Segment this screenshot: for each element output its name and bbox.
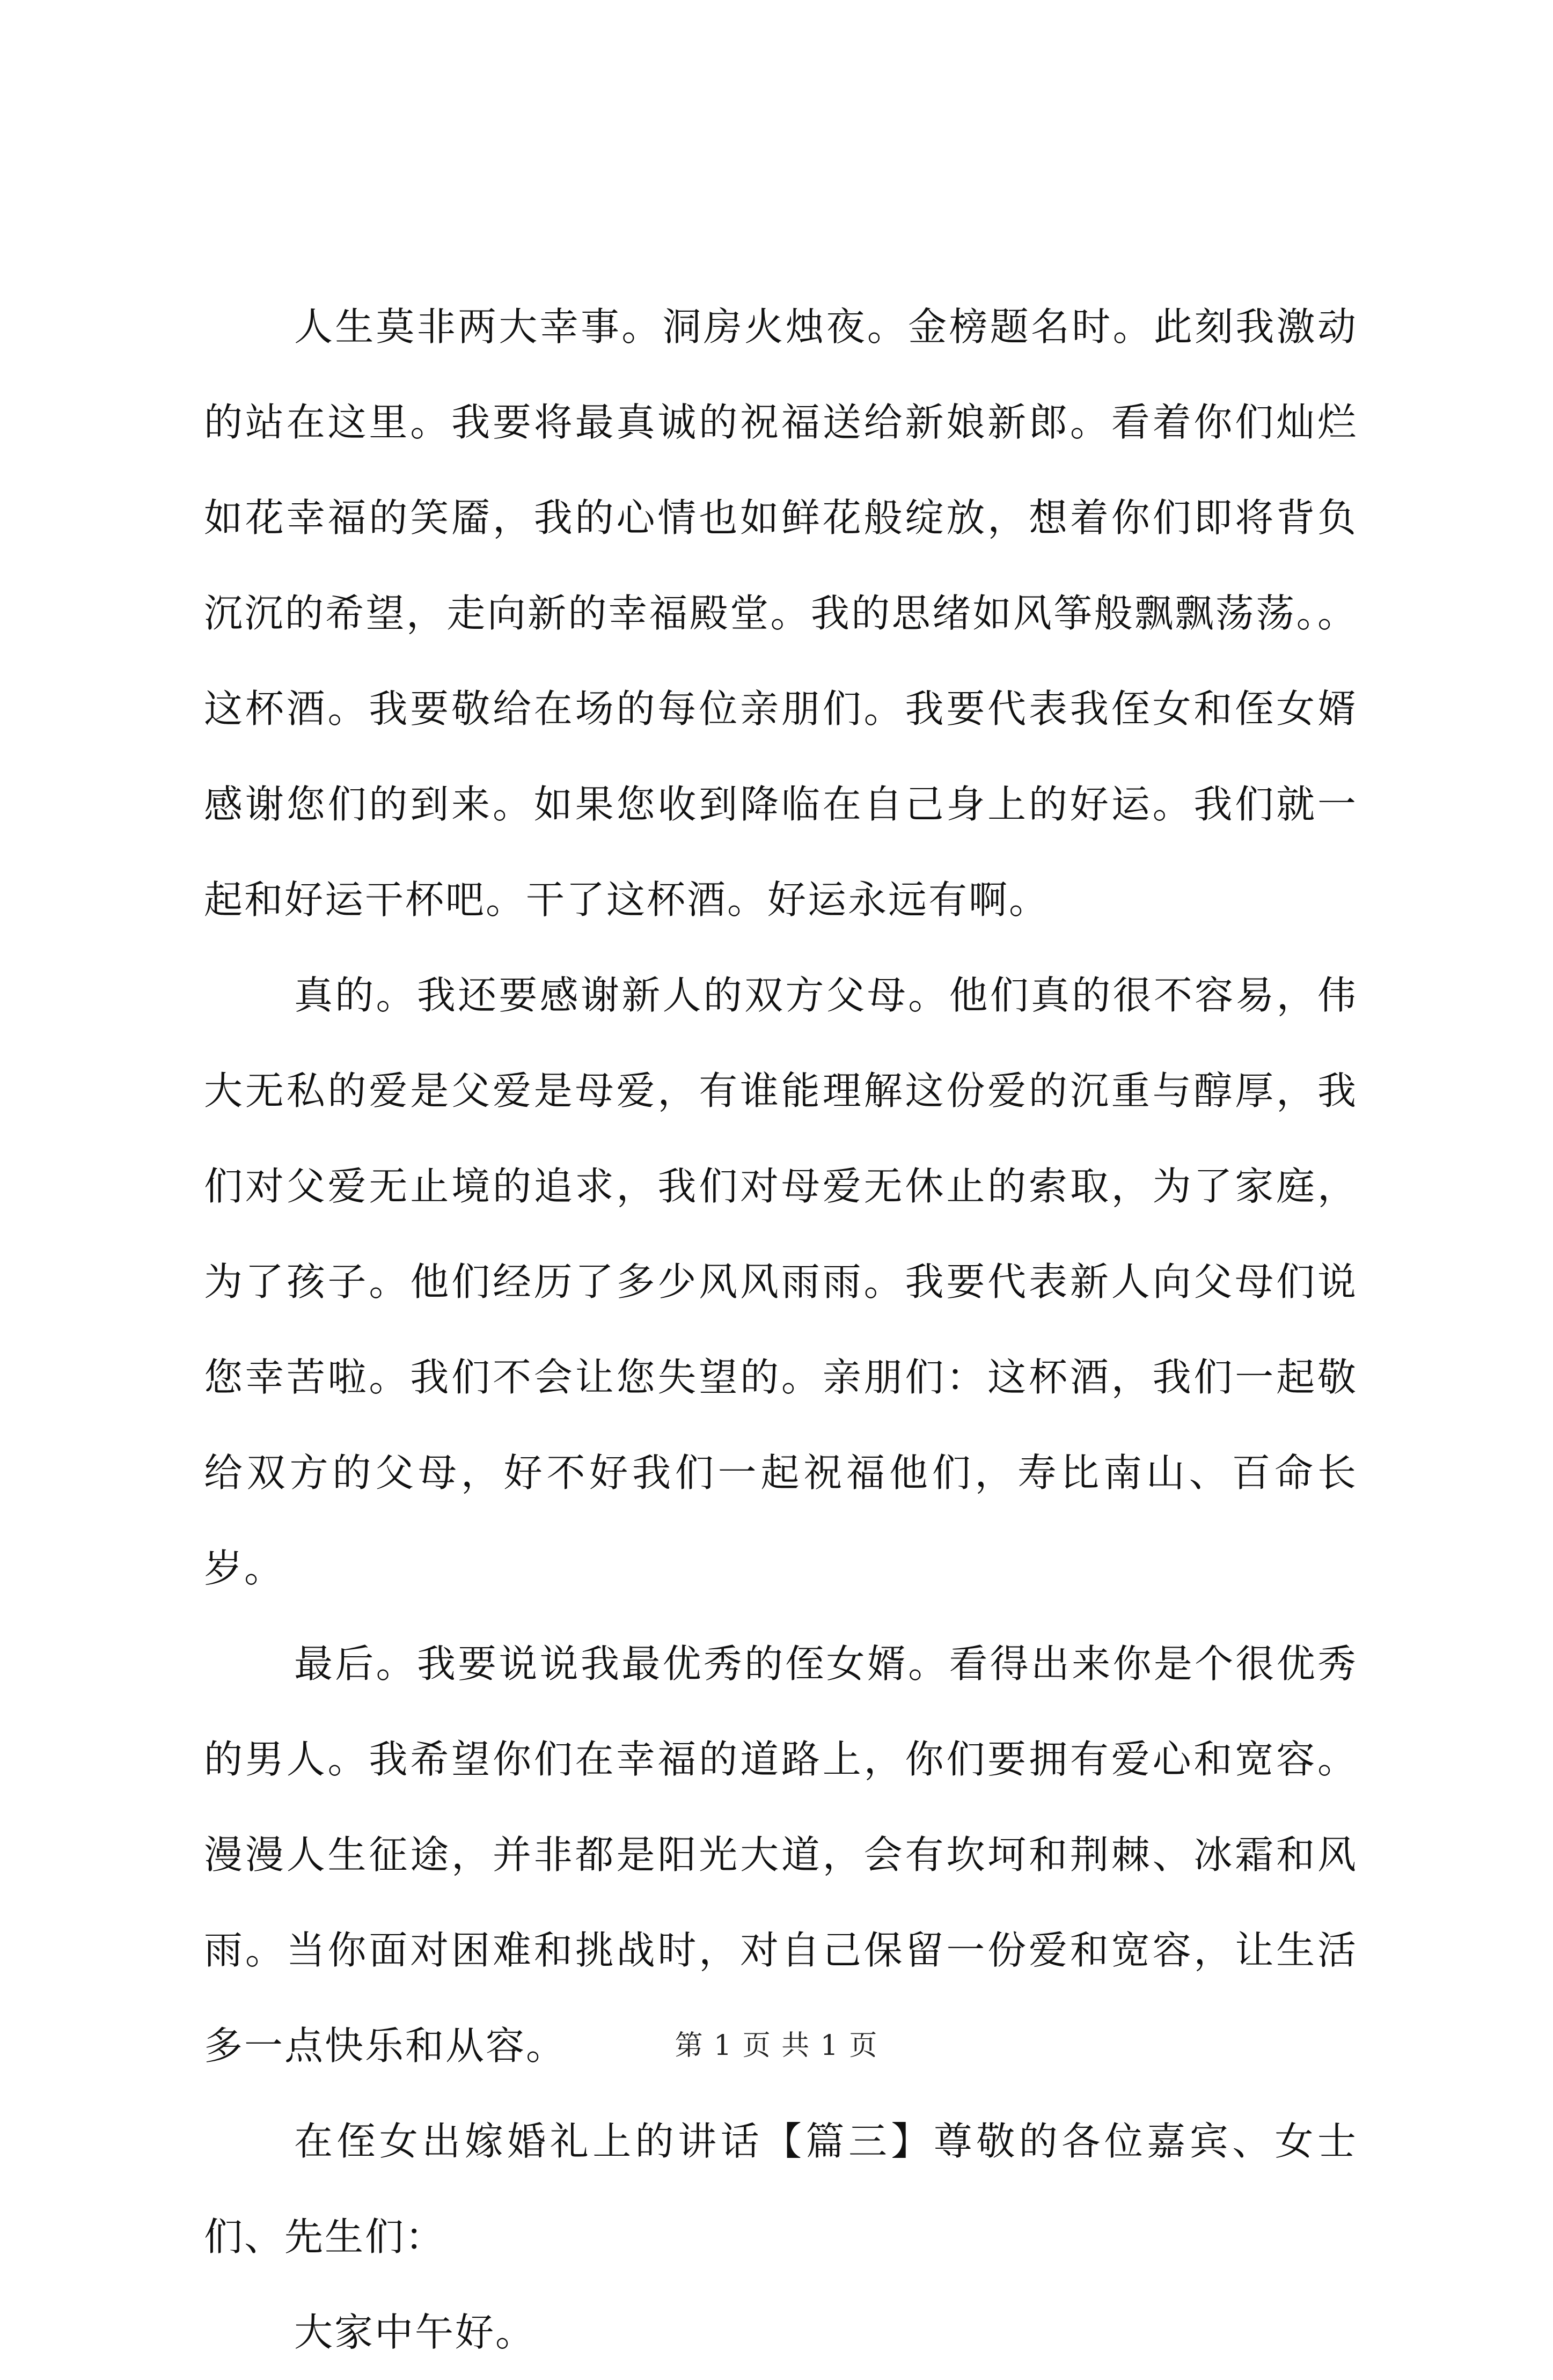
document-body — [204, 279, 1358, 2380]
paragraph-2: 真的。我还要感谢新人的双方父母。他们真的很不容易，伟大无私的爱是父爱是母爱，有谁能理解这份爱的沉重与醇厚，我们对父爱无止境的追求，我们对母爱无休止的索取，为了家庭，为了孩子。他们经历了多少风风雨雨。我要代表新人向父母们说您幸苦啦。我们不会让您失望的。亲朋们：这杯酒，我们一起敬给双方的父母，好不好我们一起祝福他们，寿比南山、百命长岁。 — [204, 973, 1358, 1591]
paragraph-4: 在侄女出嫁婚礼上的讲话【篇三】尊敬的各位嘉宾、女士们、先生们： — [204, 2119, 1358, 2259]
paragraph-3: 最后。我要说说我最优秀的侄女婿。看得出来你是个很优秀的男人。我希望你们在幸福的道路上，你们要拥有爱心和宽容。漫漫人生征途，并非都是阳光大道，会有坎坷和荆棘、冰霜和风雨。当你面对困难和挑战时，对自己保留一份爱和宽容，让生活多一点快乐和从容。 — [204, 1641, 1358, 2068]
paragraph-5: 大家中午好。 — [294, 2310, 536, 2355]
paragraph-1: 人生莫非两大幸事。洞房火烛夜。金榜题名时。此刻我激动的站在这里。我要将最真诚的祝福送给新娘新郎。看着你们灿烂如花幸福的笑靥，我的心情也如鲜花般绽放，想着你们即将背负沉沉的希望，走向新的幸福殿堂。我的思绪如风筝般飘飘荡荡。。这杯酒。我要敬给在场的每位亲朋们。我要代表我侄女和侄女婿感谢您们的到来。如果您收到降临在自己身上的好运。我们就一起和好运干杯吧。干了这杯酒。好运永远有啊。 — [204, 304, 1358, 922]
page-number-footer: 第 1 页 共 1 页 — [675, 2030, 878, 2062]
